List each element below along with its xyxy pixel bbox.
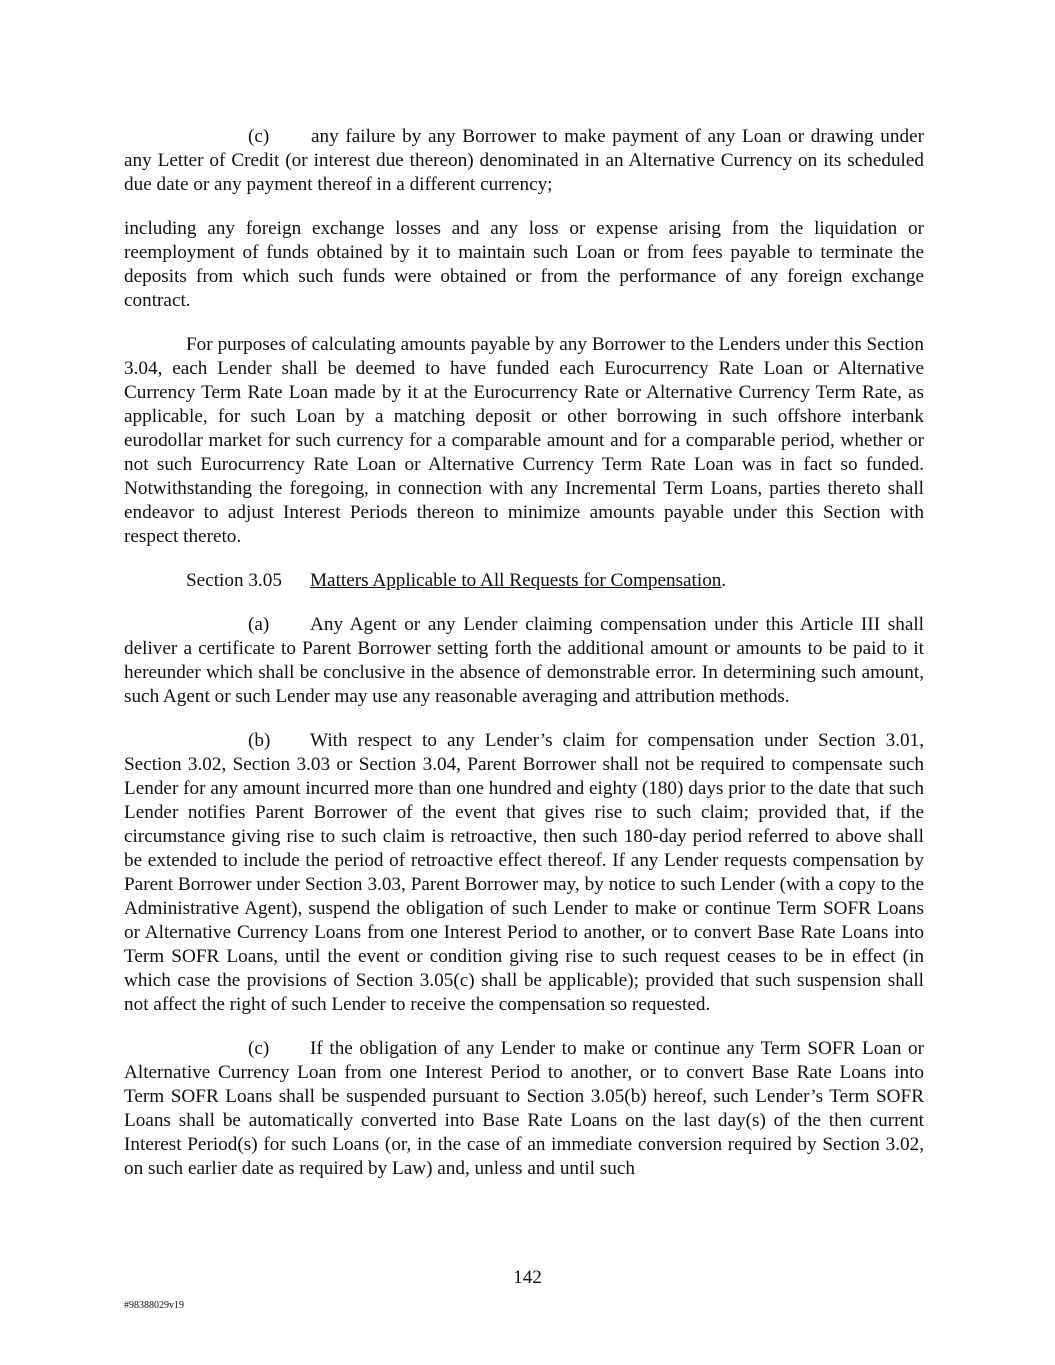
- clause-b: [124, 729, 924, 1017]
- including-paragraph: including any foreign exchange losses and any loss or expense arising from the liquidation or reemployment of funds obtained by it to maintain such Loan or from fees payable to terminate the deposits from which such funds were obtained or from the performance of any foreign exchange contract.: [124, 218, 924, 311]
- clause-text: Any Agent or any Lender claiming compensation under this Article III shall deliver a certificate to Parent Borrower setting forth the additional amount or amounts to be paid to it hereunder which shall be conclusive in the absence of demonstrable error. In determining such amount, such Agent or such Lender may use any reasonable averaging and attribution methods.: [124, 614, 924, 707]
- purposes-paragraph: For purposes of calculating amounts payable by any Borrower to the Lenders under this Section 3.04, each Lender shall be deemed to have funded each Eurocurrency Rate Loan or Alternative Currency Term Rate Loan made by it at the Eurocurrency Rate or Alternative Currency Term Rate, as applicable, for such Loan by a matching deposit or other borrowing in such offshore interbank eurodollar market for such currency for a comparable amount and for a comparable period, whether or not such Eurocurrency Rate Loan or Alternative Currency Term Rate Loan was in fact so funded. Notwithstanding the foregoing, in connection with any Incremental Term Loans, parties thereto shall endeavor to adjust Interest Periods thereon to minimize amounts payable under this Section with respect thereto.: [124, 334, 924, 547]
- clause-label: (c): [248, 126, 270, 147]
- section-title-period: .: [721, 570, 727, 591]
- clause-text: With respect to any Lender’s claim for compensation under Section 3.01, Section 3.02, Section 3.03 or Section 3.04, Parent Borrower shall not be required to compensate such Lender for any amount incurred more than one hundred and eighty (180) days prior to the date that such Lender notifies Parent Borrower of the event that gives rise to such claim; provided that, if the circumstance giving rise to such claim is retroactive, then such 180-day period referred to above shall be extended to include the period of retroactive effect thereof. If any Lender requests compensation by Parent Borrower under Section 3.03, Parent Borrower may, by notice to such Lender (with a copy to the Administrative Agent), suspend the obligation of such Lender to make or continue Term SOFR Loans or Alternative Currency Loans from one Interest Period to another, or to convert Base Rate Loans into Term SOFR Loans, until the event or condition giving rise to such request ceases to be in effect (in which case the provisions of Section 3.05(c) shall be applicable); provided that such suspension shall not affect the right of such Lender to receive the compensation so requested.: [124, 730, 924, 1015]
- clause-label: (c): [248, 1038, 270, 1059]
- document-id: #98388029v19: [124, 1300, 184, 1311]
- clause-label: (a): [248, 614, 270, 635]
- clause-c-continued: [124, 125, 924, 197]
- section-heading: [124, 569, 924, 593]
- page-number: 142: [513, 1267, 542, 1288]
- clause-label: (b): [248, 730, 271, 751]
- section-title: Matters Applicable to All Requests for Compensation: [310, 570, 722, 591]
- clause-c: [124, 1037, 924, 1181]
- clause-text: If the obligation of any Lender to make or continue any Term SOFR Loan or Alternative Currency Loan from one Interest Period to another, or to convert Base Rate Loans into Term SOFR Loans shall be suspended pursuant to Section 3.05(b) hereof, such Lender’s Term SOFR Loans shall be automatically converted into Base Rate Loans on the last day(s) of the then current Interest Period(s) for such Loans (or, in the case of an immediate conversion required by Section 3.02, on such earlier date as required by Law) and, unless and until such: [124, 1038, 924, 1179]
- section-number: Section 3.05: [186, 570, 282, 591]
- clause-text: any failure by any Borrower to make payment of any Loan or drawing under any Letter of Credit (or interest due thereon) denominated in an Alternative Currency on its scheduled due date or any payment thereof in a different currency;: [124, 126, 924, 195]
- clause-a: [124, 613, 924, 709]
- page-body: [124, 125, 924, 1201]
